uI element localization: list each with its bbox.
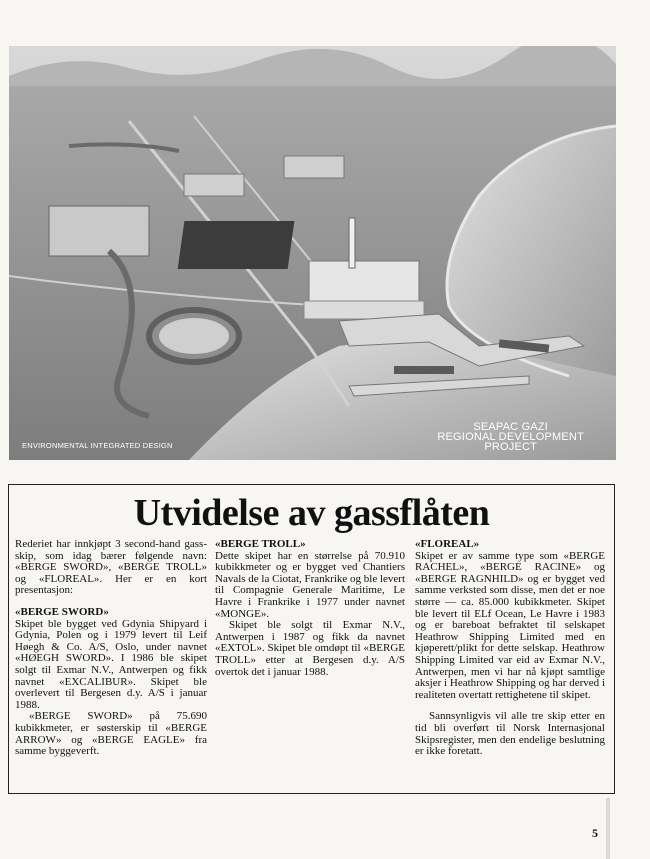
aerial-illustration [9,46,616,460]
section-heading-floreal: «FLOREAL» [415,538,480,550]
paragraph: Skipet er av samme type som «BERGE RACHEL», «BERGE RACINE» og «BERGE RAGNHILD» og er bygget ved samme verksted som disse, men det er noe større — ca. 85.000 kubikkmeter. Skipet ble levert til ELf Ocean, Le Havre i 1983 og er bareboat befraktet til selskapet Heathrow Shipping Limited med en kjøperett/plikt for dette selskap. Heathrow Shipping Limited var eid av Exmar N.V., Antwerpen, men vi har nå kjøpt samtlige aksjer i Heathrow Shipping og har derved i realiteten overtatt rettighetene til skipet. [415,549,605,701]
article-box [8,484,615,794]
section-heading-berge-troll: «BERGE TROLL» [215,538,306,550]
page-edge-shade [606,798,610,859]
industrial-port-drawing [9,46,616,460]
section-heading-berge-sword: «BERGE SWORD» [15,605,109,618]
article-intro: Rederiet har innkjøpt 3 second-hand gass-skip, som idag bærer følgende navn: «BERGE SWORD», «BERGE TROLL» og «FLOREAL». Her er en kort presentasjon: [15,538,207,597]
illustration-caption-right [437,422,584,452]
paragraph: «BERGE SWORD» på 75.690 kubikkmeter, er søsterskip til «BERGE ARROW» og «BERGE EAGLE» fra samme byggeverft. [15,710,207,758]
article-headline: Utvidelse av gassflåten [133,492,490,534]
caption-line: REGIONAL DEVELOPMENT [437,431,584,443]
illustration-caption-left: ENVIRONMENTAL INTEGRATED DESIGN [22,441,173,450]
caption-line: PROJECT [484,441,538,453]
paragraph: Skipet ble solgt til Exmar N.V., Antwerpen i 1987 og fikk da navnet «EXTOL». Skipet ble omdøpt til «BERGE TROLL» etter at Bergesen d.y. A/S overtok det i januar 1988. [215,619,405,678]
paragraph: Sannsynligvis vil alle tre skip etter en tid bli overført til Norsk Internasjonal Skipsregister, men den endelige beslutning er ikke foretatt. [415,710,605,758]
article-column-1 [15,539,207,758]
paragraph: Dette skipet har en størrelse på 70.910 kubikkmeter og er bygget ved Chantiers Navals de la Ciotat, Frankrike og ble levert til Compagnie Generale Maritime, Le Havre i Frankrike i 1977 under navnet «MONGE». [215,549,405,620]
paragraph: Skipet ble bygget ved Gdynia Shipyard i Gdynia, Polen og i 1979 levert til Leif Høegh & Co. A/S, Oslo, under navnet «HØEGH SWORD». I 1986 ble skipet solgt til Exmar N.V., Antwerpen og fikk navnet «EXCALIBUR». Skipet ble overlevert til Bergesen d.y. A/S i januar 1988. [15,617,207,711]
article-column-2 [215,539,405,678]
page-number: 5 [592,826,598,840]
article-column-3 [415,539,605,758]
caption-line: SEAPAC GAZI [473,421,549,433]
